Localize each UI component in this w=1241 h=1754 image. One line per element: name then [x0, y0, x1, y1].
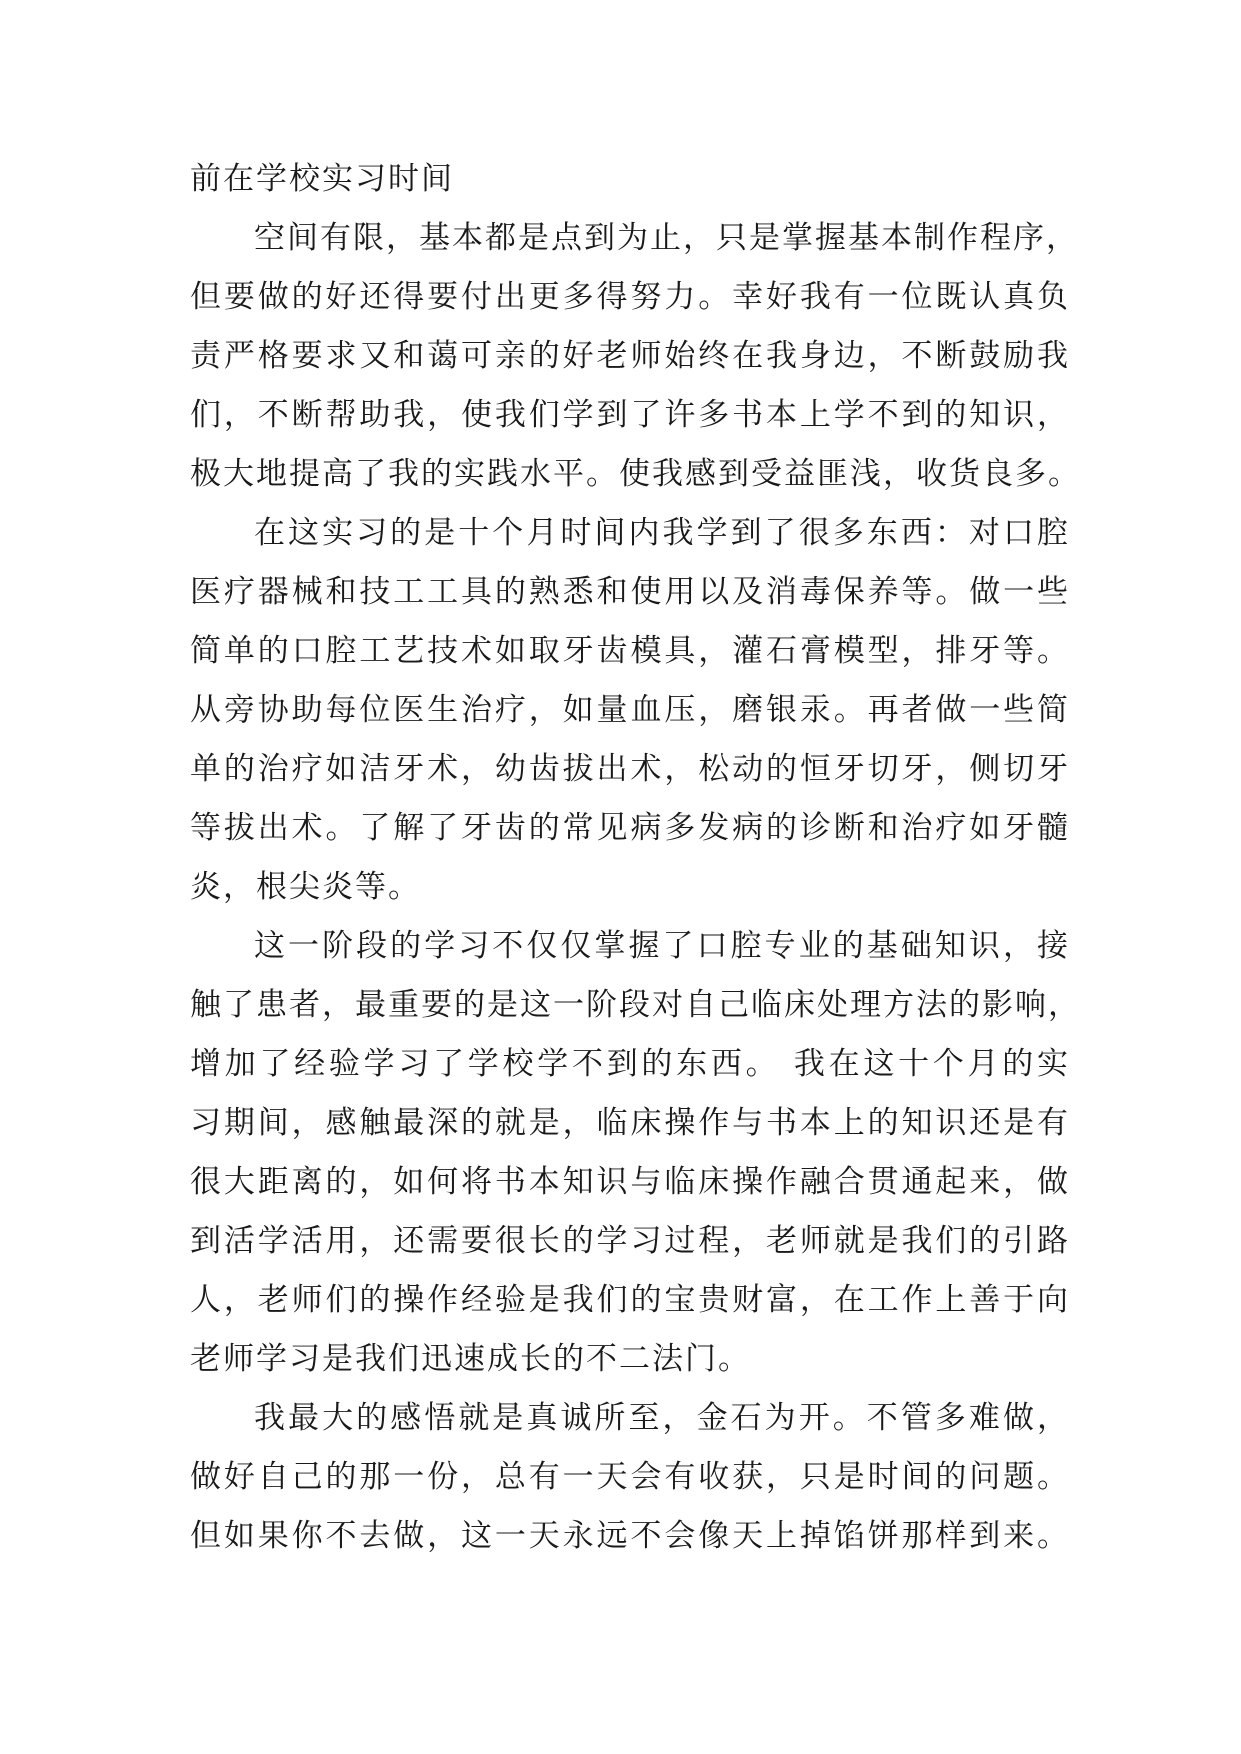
text-line: 很大距离的，如何将书本知识与临床操作融合贯通起来，做 [190, 1164, 1070, 1200]
text-line: 等拔出术。了解了牙齿的常见病多发病的诊断和治疗如牙髓 [190, 810, 1070, 846]
text-line: 单的治疗如洁牙术，幼齿拔出术，松动的恒牙切牙，侧切牙 [190, 751, 1070, 787]
text-line: 简单的口腔工艺技术如取牙齿模具，灌石膏模型，排牙等。 [190, 633, 1070, 669]
text-line: 人，老师们的操作经验是我们的宝贵财富，在工作上善于向 [190, 1282, 1070, 1318]
text-line: 空间有限，基本都是点到为止，只是掌握基本制作程序， [254, 220, 1079, 256]
text-line: 做好自己的那一份，总有一天会有收获，只是时间的问题。 [190, 1459, 1070, 1495]
text-line: 们，不断帮助我，使我们学到了许多书本上学不到的知识， [190, 397, 1070, 433]
text-line: 医疗器械和技工工具的熟悉和使用以及消毒保养等。做一些 [190, 574, 1070, 610]
text-line: 极大地提高了我的实践水平。使我感到受益匪浅，收货良多。 [190, 456, 1081, 492]
text-line: 但如果你不去做，这一天永远不会像天上掉馅饼那样到来。 [190, 1518, 1070, 1554]
text-line: 从旁协助每位医生治疗，如量血压，磨银汞。再者做一些简 [190, 692, 1070, 728]
body-text [190, 150, 1081, 1566]
text-line: 这一阶段的学习不仅仅掌握了口腔专业的基础知识，接 [254, 928, 1070, 964]
text-line: 我最大的感悟就是真诚所至，金石为开。不管多难做， [254, 1400, 1070, 1436]
text-line: 习期间，感触最深的就是，临床操作与书本上的知识还是有 [190, 1105, 1070, 1141]
text-line: 前在学校实习时间 [190, 161, 454, 197]
text-line: 在这实习的是十个月时间内我学到了很多东西：对口腔 [254, 515, 1070, 551]
text-line: 到活学活用，还需要很长的学习过程，老师就是我们的引路 [190, 1223, 1070, 1259]
text-line: 炎，根尖炎等。 [190, 869, 421, 905]
text-line: 但要做的好还得要付出更多得努力。幸好我有一位既认真负 [190, 279, 1070, 315]
text-line: 触了患者，最重要的是这一阶段对自己临床处理方法的影响， [190, 987, 1081, 1023]
text-line: 增加了经验学习了学校学不到的东西。 我在这十个月的实 [190, 1046, 1070, 1082]
text-line: 责严格要求又和蔼可亲的好老师始终在我身边，不断鼓励我 [190, 338, 1070, 374]
text-line: 老师学习是我们迅速成长的不二法门。 [190, 1341, 751, 1377]
